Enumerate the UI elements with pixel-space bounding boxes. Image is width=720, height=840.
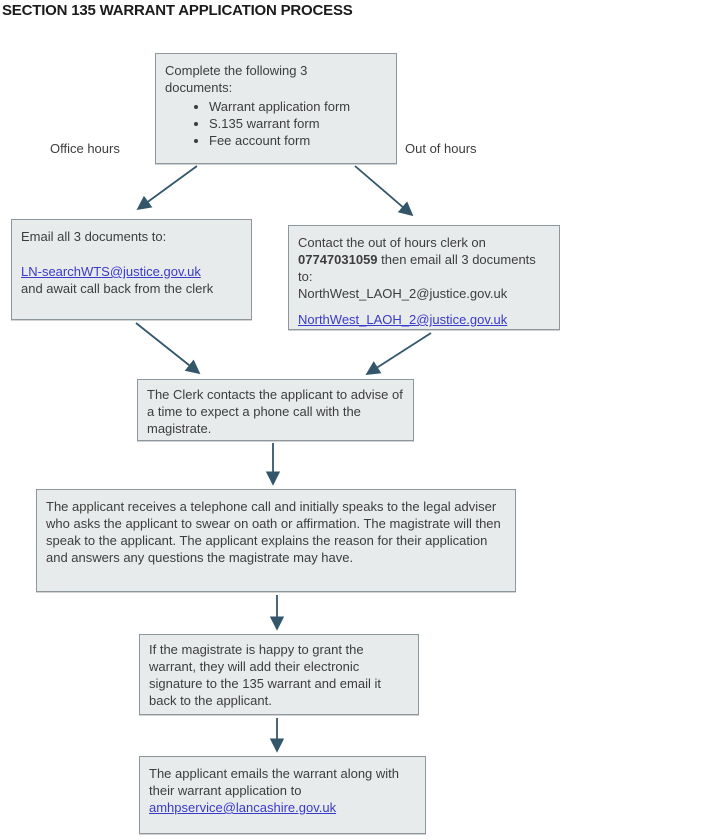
arrow-documents-to-office bbox=[138, 166, 197, 209]
document-bullet-item: • S.135 warrant form bbox=[209, 115, 387, 132]
ooh-instruction-seg2: then email all 3 documents to: bbox=[298, 252, 536, 284]
flow-box-out-of-hours-contact bbox=[288, 225, 560, 330]
flow-box-documents bbox=[155, 53, 397, 164]
amhp-email-link[interactable]: amhpservice@lancashire.gov.uk bbox=[149, 800, 337, 815]
office-hours-label: Office hours bbox=[50, 141, 120, 156]
office-email-instruction: Email all 3 documents to: bbox=[21, 229, 167, 244]
office-email-link[interactable]: LN-searchWTS@justice.gov.uk bbox=[21, 264, 201, 279]
flow-box-phone-call bbox=[36, 489, 516, 592]
ooh-instruction-seg1: Contact the out of hours clerk on bbox=[298, 235, 486, 250]
flow-box-final-email bbox=[139, 756, 426, 834]
document-bullet-item: • Fee account form bbox=[209, 132, 387, 149]
arrow-ooh-to-clerk bbox=[367, 333, 431, 374]
office-email-note: and await call back from the clerk bbox=[21, 281, 214, 296]
documents-bullet-list bbox=[165, 98, 387, 149]
page-title: SECTION 135 WARRANT APPLICATION PROCESS bbox=[2, 2, 353, 19]
clerk-contact-text: The Clerk contacts the applicant to advise of a time to expect a phone call with the magistrate. bbox=[147, 387, 403, 436]
ooh-email-link[interactable]: NorthWest_LAOH_2@justice.gov.uk bbox=[298, 312, 508, 327]
grant-warrant-text: If the magistrate is happy to grant the warrant, they will add their electronic signature to the 135 warrant and email it back to the applicant. bbox=[149, 642, 381, 708]
flow-box-grant-warrant bbox=[139, 634, 419, 715]
out-of-hours-label: Out of hours bbox=[405, 141, 477, 156]
flow-box-clerk-contact bbox=[137, 379, 414, 441]
arrow-office-to-clerk bbox=[136, 323, 199, 373]
phone-call-text: The applicant receives a telephone call and initially speaks to the legal adviser who asks the applicant to swear on oath or affirmation. The magistrate will then speak to the applicant. The applicant explains the reason for their application and answers any questions the magistrate may have. bbox=[46, 499, 501, 565]
ooh-email-plain: NorthWest_LAOH_2@justice.gov.uk bbox=[298, 286, 508, 301]
document-bullet-item: • Warrant application form bbox=[209, 98, 387, 115]
ooh-phone-number: 07747031059 bbox=[298, 252, 378, 267]
arrow-documents-to-ooh bbox=[355, 166, 412, 215]
documents-intro-text: Complete the following 3 documents: bbox=[165, 63, 308, 95]
final-email-text: The applicant emails the warrant along with their warrant application to bbox=[149, 766, 400, 798]
flow-box-office-hours-email bbox=[11, 219, 252, 320]
